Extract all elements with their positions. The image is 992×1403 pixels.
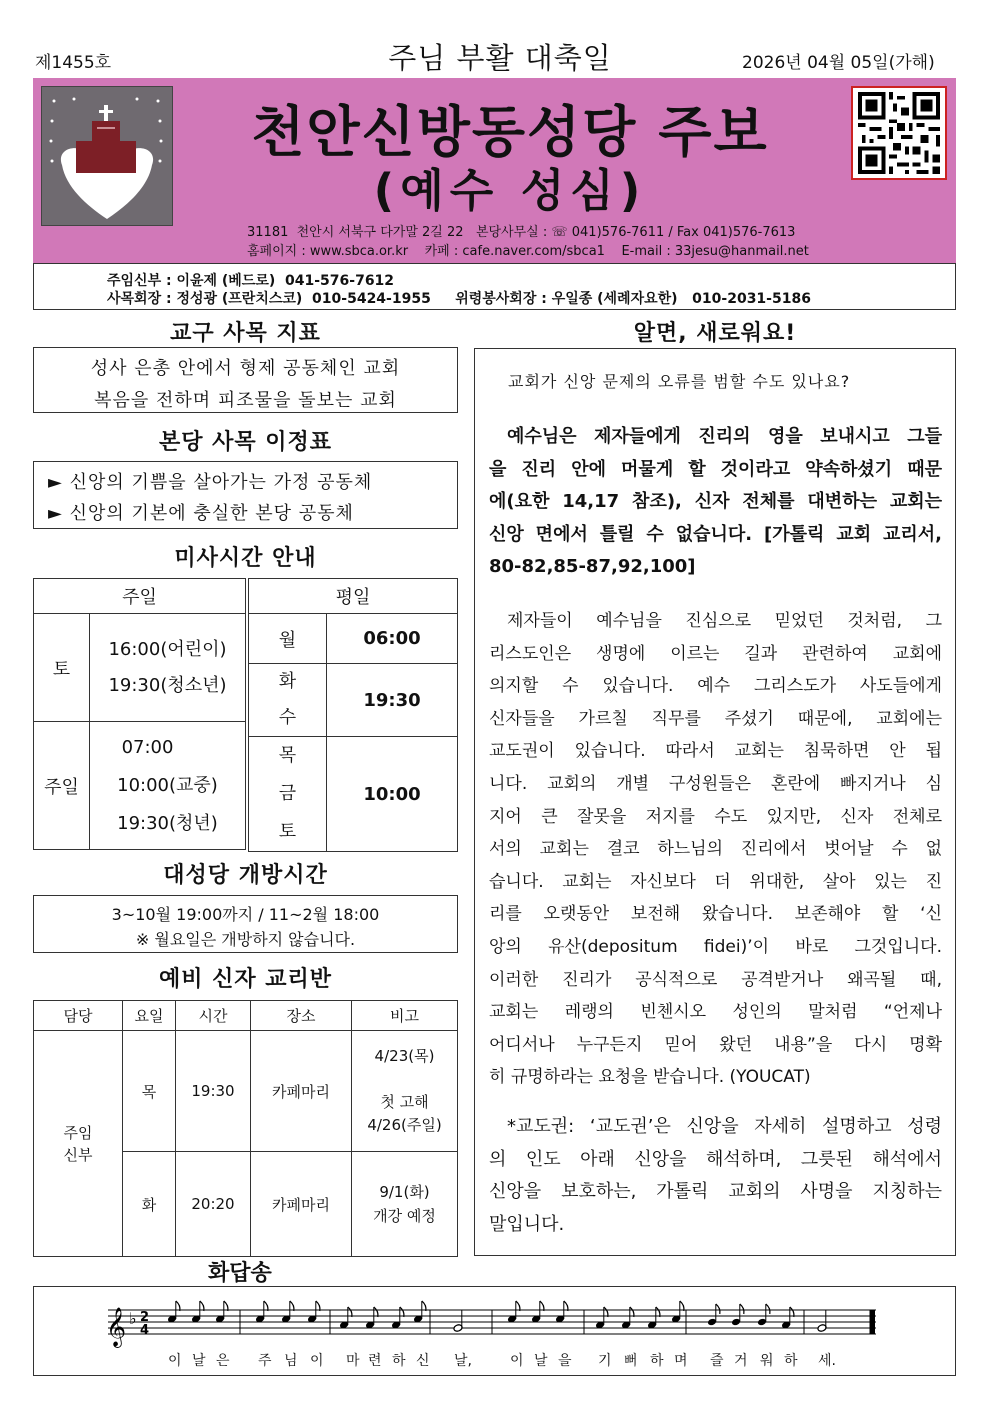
mass-time: 10:00: [327, 737, 458, 852]
lyric-syllable: 하: [650, 1353, 664, 1369]
issue-number: 제1455호: [35, 53, 112, 73]
fri-label: 금: [278, 783, 297, 804]
lyric-syllable: 이: [510, 1353, 524, 1369]
lyric-syllable: 하: [392, 1353, 406, 1369]
address-line: 31181 천안시 서북구 다가말 2길 22 본당사무실 : ☏ 041)576-7611 / Fax 041)576-7613: [247, 225, 796, 240]
catechumen-note: 4/26(주일): [367, 1116, 442, 1134]
lyric-syllable: 기: [598, 1353, 612, 1369]
council-line: 사목회장 : 정성광 (프란치스코) 010-5424-1955 위령봉사회장 : 우일종 (세례자요한) 010-2031-5186: [107, 291, 811, 307]
text-line: 신앙 면에서 틀릴 수 없습니다. [가톨릭 교회 교리서,: [489, 523, 942, 545]
lyric-syllable: 이: [168, 1353, 182, 1369]
time-signature-bottom: 4: [140, 1323, 150, 1338]
parish-logo: [41, 86, 173, 226]
lyric-syllable: 신: [416, 1353, 430, 1369]
issue-date: 2026년 04월 05일(가해): [742, 53, 935, 73]
text-line: 지어 큰 잘못을 저지를 수도 있지만, 신자 전체로: [489, 806, 942, 827]
text-line: 리스도인은 생명에 이르는 길과 관련하여 교회에: [489, 643, 942, 664]
text-line: 의 인도 아래 신앙을 해석하며, 그릇된 해석에서: [489, 1148, 942, 1170]
lyric-syllable: 날,: [454, 1353, 472, 1369]
catechumen-note: 개강 예정: [373, 1207, 436, 1225]
lyric-syllable: 이: [310, 1353, 324, 1369]
music-note: [167, 1301, 180, 1323]
text-line: 교회는 레랭의 빈첸시오 성인의 말처럼 “언제나: [489, 1002, 942, 1023]
mon-label: 월: [249, 614, 327, 664]
lyric-syllable: 워: [760, 1353, 774, 1369]
treble-clef-icon: 𝄞: [106, 1307, 127, 1347]
text-line: 습니다. 교회는 자신보다 더 위대한, 살아 있는 진: [489, 871, 942, 892]
svg-text:♭: ♭: [129, 1309, 137, 1328]
mass-sunday-table: [33, 578, 246, 850]
lyric-syllable: 주: [258, 1353, 272, 1369]
text-line: 이러한 진리가 공식적으로 공격받거나 왜곡될 때,: [489, 969, 942, 990]
catechumen-note: 9/1(화): [379, 1183, 430, 1201]
text-line: 80-82,85-87,92,100]: [489, 556, 696, 578]
lyric-syllable: 마: [346, 1353, 360, 1369]
diocese-goal-line: 복음을 전하며 피조물을 돌보는 교회: [94, 390, 397, 411]
qr-code[interactable]: [851, 86, 947, 180]
church-open-hours: 3~10월 19:00까지 / 11~2월 18:00: [111, 905, 380, 924]
lyric-syllable: 을: [558, 1353, 572, 1369]
music-note: [281, 1301, 294, 1323]
music-note: [757, 1304, 770, 1326]
catechumen-note: 첫 고해: [380, 1093, 429, 1111]
col-header: 요일: [123, 1001, 176, 1031]
col-header: 비고: [352, 1001, 458, 1031]
lyric-syllable: 뻐: [624, 1353, 638, 1369]
catechumen-leader: 신부: [63, 1145, 93, 1164]
catechumen-title: 예비 신자 교리반: [158, 967, 333, 992]
article-note-paragraph: [489, 1111, 942, 1241]
catechumen-note: 4/23(목): [374, 1047, 435, 1065]
lyric-syllable: 날: [534, 1353, 548, 1369]
music-note: [413, 1301, 426, 1323]
lyric-syllable: 거: [734, 1353, 748, 1369]
text-line: 예수님은 제자들에게 진리의 영을 보내시고 그들: [507, 426, 942, 447]
article-bold-paragraph: [489, 421, 942, 584]
wed-label: 수: [278, 707, 297, 728]
weekday-header: 평일: [249, 579, 458, 614]
thu-label: 목: [278, 745, 297, 766]
psalm-lyrics: [100, 1350, 890, 1370]
sunday-header: 주일: [34, 579, 246, 614]
parish-direction-line: ► 신앙의 기쁨을 살아가는 가정 공동체: [48, 472, 373, 493]
church-open-note: ※ 월요일은 개방하지 않습니다.: [135, 930, 356, 949]
music-note: [555, 1301, 568, 1323]
lyric-syllable: 세.: [818, 1353, 836, 1369]
music-note: [307, 1301, 320, 1323]
text-line: *교도권: ‘교도권’은 신앙을 자세히 설명하고 성령: [507, 1116, 942, 1137]
parish-direction-title: 본당 사목 이정표: [158, 430, 333, 455]
occasion-title: 주님 부활 대축일: [388, 41, 612, 75]
mass-time: 19:30: [327, 664, 458, 737]
catechumen-day: 목: [123, 1031, 176, 1152]
text-line: 니다. 교회의 개별 구성원들은 혼란에 빠지거나 심: [489, 773, 942, 794]
music-note: [255, 1301, 268, 1323]
mass-schedule-title: 미사시간 안내: [174, 546, 317, 571]
lyric-syllable: 즐: [710, 1353, 724, 1369]
church-open-title: 대성당 개방시간: [163, 863, 328, 888]
diocese-goal-line: 성사 은총 안에서 형제 공동체인 교회: [90, 358, 401, 379]
article-question: 교회가 신앙 문제의 오류를 범할 수도 있나요?: [508, 372, 851, 391]
text-line: 서의 교회는 결코 하느님의 진리에서 벗어날 수 없: [489, 839, 942, 860]
lyric-syllable: 은: [216, 1353, 230, 1369]
catechumen-time: 19:30: [176, 1031, 251, 1152]
text-line: 히 규명하라는 요청을 받습니다. (YOUCAT): [489, 1067, 811, 1088]
music-note: [215, 1301, 228, 1323]
bulletin-subtitle: (예수 성심): [373, 164, 647, 217]
lyric-syllable: 련: [368, 1353, 382, 1369]
col-header: 장소: [251, 1001, 352, 1031]
music-note: [707, 1304, 720, 1326]
parish-direction-line: ► 신앙의 기본에 충실한 본당 공동체: [48, 503, 354, 524]
website-line: 홈페이지 : www.sbca.or.kr 카페 : cafe.naver.com/sbca1 E-mail : 33jesu@hanmail.net: [247, 244, 809, 259]
lyric-syllable: 날: [192, 1353, 206, 1369]
psalm-title: 화답송: [208, 1261, 272, 1286]
text-line: 을 진리 안에 머물게 할 것이라고 약속하셨기 때문: [489, 458, 942, 480]
text-line: 앙의 유산(depositum fidei)’이 바로 그것입니다.: [489, 936, 942, 957]
col-header: 시간: [176, 1001, 251, 1031]
text-line: 신자들을 가르칠 직무를 주셨기 때문에, 교회에는: [489, 708, 942, 729]
time-signature-top: 2: [140, 1310, 150, 1325]
bulletin-title: 천안신방동성당 주보: [251, 100, 769, 164]
mass-time: 16:00(어린이): [108, 638, 227, 660]
catechumen-day: 화: [123, 1152, 176, 1257]
tue-label: 화: [278, 671, 297, 692]
text-line: 에(요한 14,17 참조), 신자 전체를 대변하는 교회는: [489, 491, 942, 513]
sat-label: 토: [34, 614, 90, 722]
text-line: 신앙을 보호하는, 가톨릭 교회의 사명을 지칭하는: [489, 1181, 942, 1203]
lyric-syllable: 하: [784, 1353, 798, 1369]
sun-label: 주일: [34, 722, 90, 850]
pastor-line: 주임신부 : 이윤제 (베드로) 041-576-7612: [107, 273, 395, 289]
article-body-paragraph: [489, 605, 942, 1094]
music-note: [507, 1301, 520, 1323]
mass-time: 19:30(청소년): [108, 674, 227, 696]
mass-time: 07:00: [121, 736, 174, 758]
diocese-goal-title: 교구 사목 지표: [170, 321, 321, 346]
text-line: 리를 오랫동안 보전해 왔습니다. 보존해야 할 ‘신: [489, 904, 942, 925]
mass-time: 19:30(청년): [117, 812, 218, 834]
sat-label: 토: [278, 821, 297, 842]
music-note: [453, 1310, 463, 1332]
lyric-syllable: 며: [674, 1353, 688, 1369]
text-line: 교도권이 있습니다. 따라서 교회는 침묵하면 안 됩: [489, 741, 942, 762]
music-note: [191, 1301, 204, 1323]
text-line: 어디서나 누구든지 믿어 왔던 내용”을 다시 명확: [489, 1034, 942, 1055]
music-note: [531, 1301, 544, 1323]
mass-weekday-table: [248, 578, 458, 852]
lyric-syllable: 님: [284, 1353, 298, 1369]
text-line: 의지할 수 있습니다. 예수 그리스도가 사도들에게: [489, 676, 942, 697]
catechumen-table: [33, 1000, 458, 1257]
mass-time: 10:00(교중): [117, 774, 218, 796]
col-header: 담당: [34, 1001, 123, 1031]
article-title: 알면, 새로워요!: [633, 321, 797, 346]
music-note: [731, 1304, 744, 1326]
text-line: 말입니다.: [489, 1213, 565, 1235]
music-staff: [100, 1300, 890, 1350]
catechumen-leader: 주임: [63, 1123, 93, 1142]
music-note: [671, 1301, 684, 1323]
mass-time: 06:00: [327, 614, 458, 664]
catechumen-place: 카페마리: [251, 1152, 352, 1257]
music-note: [817, 1310, 827, 1332]
text-line: 제자들이 예수님을 진심으로 믿었던 것처럼, 그: [507, 611, 942, 631]
catechumen-time: 20:20: [176, 1152, 251, 1257]
catechumen-place: 카페마리: [251, 1031, 352, 1152]
